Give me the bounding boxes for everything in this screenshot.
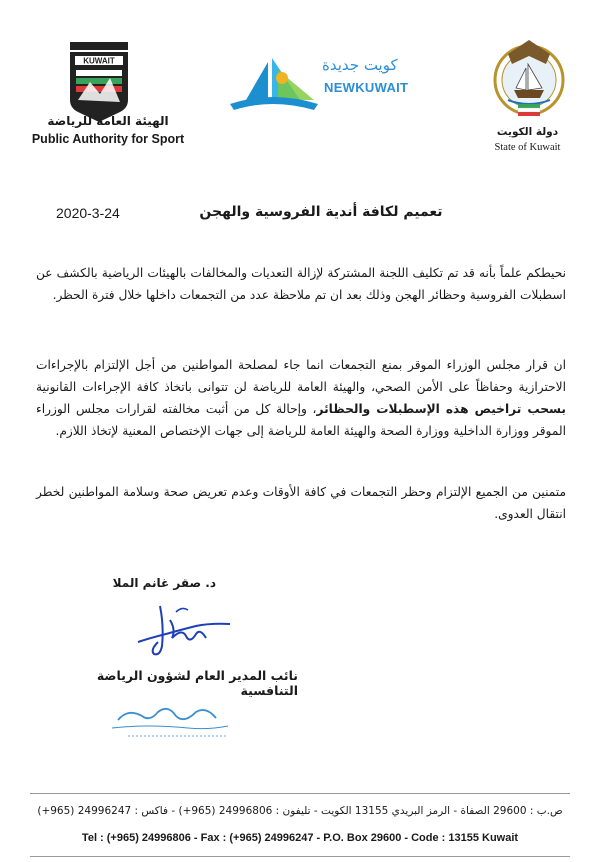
pas-english-name: Public Authority for Sport [31,132,185,146]
signature-stamp [88,698,248,742]
kuwait-emblem-icon [488,34,570,122]
paragraph-2-emphasis: بسحب تراخيص هذه الإسطبلات والحظائر [316,402,566,416]
footer-bottom-rule [30,856,570,857]
footer-contact-arabic: ص.ب : 29600 الصفاة - الرمز البريدي 13155 الكويت - تليفون : 24996806 (965+) - فاكس : 24996247 (965+) [37,805,563,817]
newkuwait-english: NEWKUWAIT [324,80,409,95]
paragraph-2-part-b: ، وإحالة كل من أثبت مخالفته لقرارات مجلس الوزراء الموقر ووزارة الداخلية ووزارة الصحة والهيئة العامة للرياضة إلى جهات الإختصاص المعنية لإتخاذ اللازم. [36,402,566,438]
paragraph-2-part-a: ان قرار مجلس الوزراء الموقر بمنع التجمعات انما جاء لمصلحة المواطنين من أجل الإلتزام بالإجراءات الاحترازية وحفاظاً على الأمن الصحي، والهيئة العامة للرياضة لن تتوانى باتخاذ كافة الإجراءات القانونية [36,358,566,394]
state-arabic-name: دولة الكويت [496,126,559,138]
footer-contact-english: Tel : (+965) 24996806 - Fax : (+965) 24996247 - P.O. Box 29600 - Code : 13155 Kuwait [81,832,519,844]
newkuwait-arabic: كويت جديدة [322,56,398,74]
signatory-name: د. صقر غانم الملا [112,576,216,590]
letter-date: 2020-3-24 [56,205,120,221]
letter-title: تعميم لكافة أندية الفروسية والهجن [199,204,443,220]
signatory-position: نائب المدير العام لشؤون الرياضة التنافسية [96,668,298,698]
paragraph-2 [36,354,566,442]
state-english-name: State of Kuwait [494,142,561,153]
newkuwait-logo [222,52,322,114]
paragraph-3: متمنين من الجميع الإلتزام وحظر التجمعات في كافة الأوقات وعدم تعريض صحة وسلامة المواطنين لخطر انتقال العدوى. [36,485,566,521]
handwritten-signature [120,598,240,662]
pas-arabic-name: الهيئة العامة للرياضة [47,114,169,128]
paragraph-1: نحيطكم علماً بأنه قد تم تكليف اللجنة المشتركة لإزالة التعديات والمخالفات بالهيئات الرياضية بالكشف عن اسطبلات الفروسية وحظائر الهجن وذلك بعد ان تم ملاحظة عدد من التجمعات داخلها خلال فترة الحظر. [36,266,566,302]
pas-logo-text: KUWAIT [83,56,115,66]
footer-top-rule [30,793,570,794]
